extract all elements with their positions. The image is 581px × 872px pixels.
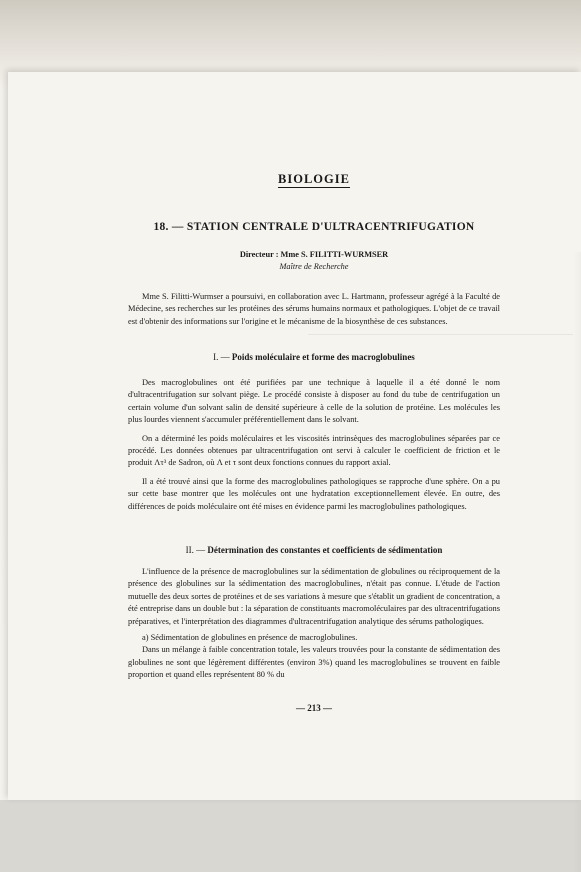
section-1-title: Poids moléculaire et forme des macroglobulines <box>231 352 415 362</box>
paper-crease <box>308 334 573 335</box>
document-page <box>8 72 581 800</box>
section-label-text: BIOLOGIE <box>278 172 350 186</box>
intro-block <box>128 291 500 328</box>
director-rank: Maître de Recherche <box>279 262 349 271</box>
section-2-number: II. — <box>185 545 206 555</box>
section-2-paragraph: Dans un mélange à faible concentration totale, les valeurs trouvées pour la constante de sédimentation des globulines ne sont que légèrement différentes (environ 3%) quand les macroglobulines se trouvent en faible proportion et quand elles représentent 80 % du <box>128 645 500 680</box>
section-2-body <box>128 566 500 682</box>
intro-paragraph: Mme S. Filitti-Wurmser a poursuivi, en collaboration avec L. Hartmann, professeur agrégé à la Faculté de Médecine, ses recherches sur les protéines des sérums humains normaux et pathologiques. L'objet de ce travail est d'obtenir des informations sur l'origine et le mécanisme de la biosynthèse de ces substances. <box>128 292 500 326</box>
section-1-body <box>128 377 500 513</box>
section-1-number: I. — <box>213 352 230 362</box>
section-2-subheading: a) Sédimentation de globulines en présence de macroglobulines. <box>142 633 358 643</box>
section-2-paragraph: L'influence de la présence de macroglobulines sur la sédimentation de globulines ou réciproquement de la présence des globulines sur la sédimentation des macroglobulines, n'était pas connue. L'étude de l'action mutuelle des deux sortes de protéines et de ses variations à mesure que s'établit un gradient de concentration, a été entreprise dans un double but : la séparation de constituants macromoléculaires par des ultracentrifugations préparatives, et l'interprétation des diagrammes d'ultracentrifugation analytique des sérums pathologiques. <box>128 567 500 626</box>
section-1-heading <box>128 352 500 362</box>
page-number: — 213 — <box>296 703 332 713</box>
section-1-paragraph: Il a été trouvé ainsi que la forme des macroglobulines pathologiques se rapproche d'une sphère. On a pu sur cette base montrer que les molécules ont une hydratation exceptionnellement élevée. En outre, des différences de poids moléculaire ont été mises en évidence parmi les macroglobulines pathologiques. <box>128 476 500 511</box>
section-label <box>128 172 500 187</box>
section-1-paragraph: Des macroglobulines ont été purifiées par une technique à laquelle il a été donné le nom d'ultracentrifugation sur solvant piège. Le procédé consiste à disposer au fond du tube de centrifugation un certain volume d'un solvant salin de densité supérieure à celle de la solution de protéine. Les molécules les plus lourdes viennent s'accumuler préférentiellement dans le solvant. <box>128 378 500 425</box>
section-2-title: Détermination des constantes et coefficients de sédimentation <box>207 545 443 555</box>
director-line: Directeur : Mme S. FILITTI-WURMSER <box>239 250 389 259</box>
section-2-heading <box>128 545 500 555</box>
page-edge-shadow <box>573 252 581 872</box>
section-1-paragraph: On a déterminé les poids moléculaires et les viscosités intrinsèques des macroglobulines séparées par ce procédé. Les données obtenues par ultracentrifugation ont servi à calculer le coefficient de friction et le produit Λτ³ de Sadron, où Λ et τ sont deux fonctions connues du rapport axial. <box>128 433 500 468</box>
chapter-title: 18. — STATION CENTRALE D'ULTRACENTRIFUGATION <box>153 221 475 233</box>
